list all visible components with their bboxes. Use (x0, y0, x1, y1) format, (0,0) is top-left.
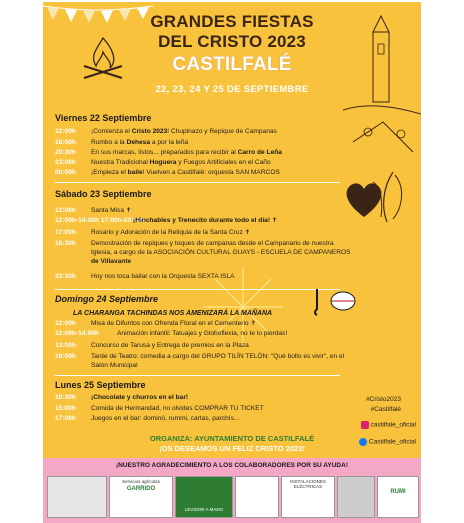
divider (55, 289, 340, 290)
schedule-row (55, 330, 355, 338)
divider (55, 182, 340, 183)
instagram-icon (361, 421, 369, 429)
schedule-row-continued: de Villavante (91, 258, 132, 265)
sponsor-logo (175, 476, 233, 518)
greeting-line: ¡OS DESEAMOS UN FELIZ CRISTO 2023! (159, 444, 305, 453)
cross-icon: ✝ (271, 217, 278, 224)
sponsor-logo (109, 476, 173, 518)
schedule-text: Juegos en el bar: dominó, rummi, cartas, parchís... (91, 415, 240, 422)
day-heading-monday: Lunes 25 Septiembre (55, 380, 146, 390)
poster-dates: 22, 23, 24 Y 25 DE SEPTIEMBRE (155, 84, 309, 95)
schedule-text: En sus marcas, listos... preparados para recibir al (91, 149, 238, 156)
sponsor-text: RUMI (390, 489, 406, 495)
sponsor-text: Servicios agrícolas (122, 479, 160, 484)
schedule-text: ! Vuelven a Castilfalé: orquesta SAN MARCOS (142, 169, 280, 176)
schedule-row (55, 273, 355, 281)
schedule-time: 10:30h (55, 394, 76, 401)
schedule-text: Hoy nos toca bailar con la Orquesta SEXTA ISLA (91, 273, 235, 280)
schedule-text: ¡Empieza el (91, 169, 128, 176)
facebook-handle-text: Castilfale_oficial (369, 438, 416, 446)
hashtag-cristo: #Cristo2023 (365, 396, 401, 403)
schedule-time: 19:00h (55, 353, 76, 360)
schedule-time: 15:00h (55, 405, 76, 412)
schedule-row (55, 217, 355, 225)
poster-title-line1: GRANDES FIESTAS (150, 12, 314, 31)
day-heading-saturday: Sábado 23 Septiembre (55, 189, 152, 199)
schedule-text: ¡Comienza el (91, 128, 132, 135)
schedule-time: 12:00h (55, 128, 76, 135)
charanga-announcement: LA CHARANGA TACHINDAS NOS AMENIZARÁ LA MAÑANA (73, 310, 273, 317)
sponsors-strip (43, 458, 421, 523)
schedule-time: 12:00h-14:00h (55, 330, 99, 337)
schedule-text: Comida de Hermandad, no olvides COMPRAR TU TICKET (91, 405, 264, 412)
schedule-time: 12:00h (55, 320, 76, 327)
divider (55, 375, 340, 376)
schedule-row (55, 128, 355, 136)
music-instruments-icon (311, 285, 359, 317)
schedule-row (55, 169, 355, 177)
day-heading-friday: Viernes 22 Septiembre (55, 113, 152, 123)
schedule-text: y Fuegos Artificiales en el Caño (176, 159, 271, 166)
schedule-text: Rumbo a la (91, 139, 127, 146)
schedule-row (55, 139, 355, 147)
schedule-text: Misa de Difuntos con Ofrenda Floral en el Cementerio (91, 320, 249, 327)
sponsor-logo (337, 476, 375, 518)
schedule-text: Rosario y Adoración de la Reliquia de la Santa Cruz (91, 229, 243, 236)
schedule-text: ! Chupinazo y Repique de Campanas (167, 128, 277, 135)
schedule-row (55, 405, 355, 413)
schedule-row-continued: Iglesia, a cargo de la ASOCIACIÓN CULTURAL GUAYS - ESCUELA DE CAMPANEROS (91, 249, 351, 256)
sponsors-thanks: ¡NUESTRO AGRADECIMIENTO A LOS COLABORADORES POR SU AYUDA! (116, 462, 348, 469)
schedule-time: 12:00h-14:00h 17:00h-20:00h (55, 217, 145, 224)
schedule-time: 13:00h (55, 342, 76, 349)
schedule-text: ¡Chocolate y churros en el bar! (91, 394, 189, 401)
sponsor-text: GARRIDO (126, 486, 156, 492)
schedule-row (55, 207, 355, 215)
schedule-row (55, 149, 355, 157)
schedule-text: Concurso de Tarusa y Entrega de premios en la Plaza (91, 342, 249, 349)
schedule-time: 23:30h (55, 273, 76, 280)
sponsor-logo (377, 476, 419, 518)
town-sketch-illustration (343, 2, 421, 162)
schedule-row (55, 342, 355, 350)
sponsor-text: LEVIDOR A MANO (184, 507, 224, 512)
schedule-time: 18:30h (55, 240, 76, 247)
schedule-time: 18:00h (55, 139, 76, 146)
schedule-time: 00:00h (55, 169, 76, 176)
schedule-highlight: Hoguera (149, 159, 177, 166)
schedule-row (55, 320, 355, 328)
sponsor-text: INSTALACIONES ELÉCTRICAS (290, 479, 326, 489)
cross-icon: ✝ (244, 229, 251, 236)
organizer-line: ORGANIZA: AYUNTAMIENTO DE CASTILFALÉ (149, 434, 315, 443)
schedule-time: 17:00h (55, 229, 76, 236)
festival-poster (43, 2, 421, 523)
schedule-text: a por la leña (150, 139, 189, 146)
schedule-row (55, 394, 355, 402)
schedule-highlight: Dehesa (126, 139, 151, 146)
schedule-row (55, 229, 355, 237)
schedule-row (55, 240, 355, 248)
schedule-highlight: Carro de Leña (237, 149, 282, 156)
sponsor-logo (235, 476, 279, 518)
schedule-highlight: baile (127, 169, 143, 176)
sponsor-logo (47, 476, 107, 518)
schedule-highlight: Cristo 2023 (131, 128, 168, 135)
instagram-handle (361, 421, 416, 429)
schedule-row-continued: Salón Municipal (91, 362, 138, 369)
schedule-time: 12:00h (55, 207, 76, 214)
schedule-row (55, 159, 355, 167)
poster-title-line2: DEL CRISTO 2023 (158, 32, 306, 51)
schedule-time: 23:00h (55, 159, 76, 166)
hashtag-castilfale: #Castilfalé (370, 406, 401, 413)
schedule-text: Santa Misa (91, 207, 124, 214)
day-heading-sunday: Domingo 24 Septiembre (55, 294, 159, 304)
schedule-time: 20:30h (55, 149, 76, 156)
cross-icon: ✝ (250, 320, 256, 327)
schedule-text: Demostración de repiques y toques de campanas desde el Campanario de nuestra (91, 240, 334, 247)
instagram-handle-text: castilfale_oficial (370, 421, 416, 429)
schedule-text: Nuestra Tradicional (91, 159, 150, 166)
cross-icon: ✝ (125, 207, 132, 214)
schedule-text: ¡Hinchables y Trenecito durante todo el día! (133, 217, 271, 224)
poster-town-name: CASTILFALÉ (172, 54, 292, 75)
schedule-text: Animación infantil: Tatuajes y Globoflexia, no te lo pierdas! (117, 330, 288, 337)
schedule-time: 17:00h (55, 415, 76, 422)
schedule-text: Tarde de Teatro: comedia a cargo del GRUPO TILÍN TELÓN: "Qué bollo es vivir", en el (91, 353, 345, 360)
sponsor-logo (281, 476, 335, 518)
schedule-row (55, 415, 355, 423)
schedule-row (55, 353, 355, 361)
